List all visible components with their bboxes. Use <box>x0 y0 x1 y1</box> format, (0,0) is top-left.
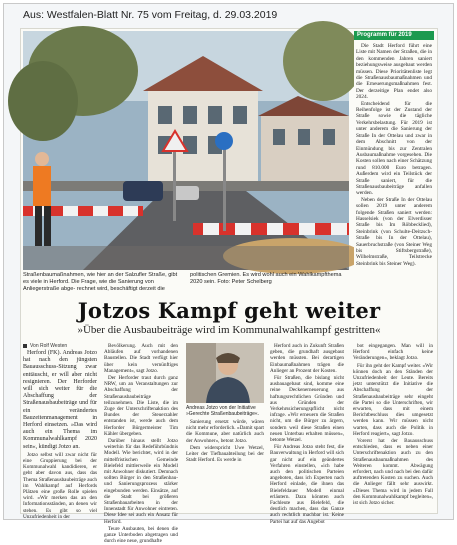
byline-square-icon <box>23 344 27 348</box>
street-construction-photo <box>23 31 349 270</box>
article-column-3 <box>186 343 264 503</box>
article-paragraph: Für Straßen, die bislang nicht ausbauagebaut sind, komme eine reine Deckenerneuerung aus haftungsrechtlichen Gründen und aus Gründen der Verkehrssicherungspflicht nicht infrage. »Wir erneuern die Straßen nicht, um die Bürger zu ärgern, sondern weil diese Straßen einen neuen Unterbau erhalten müssen«, betonte Wetzel. <box>270 375 344 444</box>
article-paragraph: Darüber hinaus stellt Jotzo weiterhin für das Redeführbündnis Modell. Wie berichtet, wird in der mittelfristischen Gemeinde Bielefeld mittlerweile ein Modell mit Anwohner diskutiert. Demnach sollten Bürger in den Straßenbau- und Sanierungsprozess stärker eingebunden werden. Einsätze, auf die Stadt bei größeren Straßenbauarbeiten in der Innenstadt für Anwohner eintreten. Diese Idee sei auch ein Ansatz für Herford. <box>104 438 178 525</box>
portrait-illustration <box>186 343 264 403</box>
article-paragraph: Herford auch in Zukunft Straßen geben, die grundhaft ausgebaut werden müssten. Bei derartigen Einbaumaßnahmen trägen die Anlieger an Prozent der Kosten. <box>270 343 344 374</box>
article-paragraph: Teure Ausbauten, bei denen die ganze Unterboden abgetragen und durch eine neue, grundhafte <box>104 525 178 545</box>
article-paragraph: Dem widerspricht Uwe Wetzel, Leiter der Tiefbauabteilung bei der Stadt Herford. Es werde in <box>186 444 264 464</box>
article-column-1 <box>23 350 97 520</box>
photo-caption <box>23 272 349 294</box>
headline: Jotzos Kampf geht weiter <box>77 298 381 323</box>
byline <box>23 343 67 349</box>
article-paragraph: Für ihn geht der Kampf weiter. »Wir können doch an den Ständen der Unzufriedenheit der Leute. Bereits jetzt unterstützt die Initiative die Abschaffung der Straßenausbaubeiträge sehr eingeht die Partei so die Unterschriften, wir erwarten, dass mit einem Berichtbeschluss dies umgesetzt werden kann. Wir müssen nicht warten, dass auch die Politik in Herford reagiert«, sagt Jotzo. <box>353 362 433 437</box>
sidebar-box <box>354 31 434 295</box>
article-paragraph: Der Herforder traut durch ganz NRW, um an Veranstaltungen zur Abschaffung der Straßenausbaubeiträge teilzunehmen. Die Liste, die im Zuge der Unterschriftenaktion des Bundes der Steuerzahler entstanden ist, werde auch dem Herforder Bürgermeister Tim Kähler übergeben. <box>104 375 178 437</box>
photo-caption-right: rechnet wird, beschäftigt derzeit die politischen Gremien. Es wird wohl auch ein Wahlkampfthema 2020 sein. Foto: Peter Schelberg <box>76 272 342 292</box>
sidebar-paragraph: Entscheidend für die Reihenfolge ist der Zustand der Straße sowie die tägliche Verkehrsbelastung. Für 2019 ist unter anderem die Sanierung der Straße In der Ottelau und zwar in dem Abschnitt von der Einmündung bis zur Zentralen Ausbaumaßnahme vorgesehen. Die Kosten sollen nach einer Schätzung rund 810.000 Euro betragen. Außerdem wird ein Teilstück der Straße saniert, für die Straßenausbaubeiträge anfallen werden. <box>356 100 432 197</box>
source-line: Aus: Westfalen-Blatt Nr. 75 vom Freitag, d. 29.03.2019 <box>23 9 278 21</box>
article-paragraph: Vorerst hat der Bauausschuss entschieden, dass es neben einer Unterschriftenaktion auch zu den Straßenausbaumaßnahmen des Weiteren kommt. Abwägung erfordert, nach und nach bei den dafür auftretenden Kosten zu suchen. Auch die Anlieger fällt sehr auswirkt. »Dieses Thema wird in jedem Fall den Kommunalwahlkampf begleiten«, ist sich Jotzo sicher. <box>353 438 433 507</box>
article-paragraph: Jotzo selbst will zwar nicht für eine Gruppierung bei der Kommunalwahl kandidieren, er geht aber davon aus, dass das Thema Straßenausbaubeiträge auch im Wahlkampf auf Herfords Plätzen eine große Rolle spielen wird. »Wir merken das an den Informationsständen, an denen wir stehen. Es gibt so viel Unzufriedenheit in der <box>23 451 97 520</box>
article-paragraph: Bevölkerung. Auch mit den Abläufen auf vorhandenen Baustellen. Die Stadt verfügt hier über kein vernünftiges Management«, sagt Jotzo. <box>104 343 178 374</box>
article-paragraph: Herford (FK). Andreas Jotzo hat nach den jüngsten Bauausschuss-Sitzung zwar enttäuscht, er will aber nicht resignieren. Der Herforder will sich weiter für die Abschaffung der Straßenausbaubeiträge und für ein verändertes Bauzeitenmanagement in Herford einsetzen. »Das wird auch ein Thema im Kommunalwahlkampf 2020 sein«, kündigt Jotzo an. <box>23 350 97 450</box>
portrait-photo <box>186 343 264 403</box>
photo-illustration <box>23 31 349 270</box>
sidebar-paragraph: Neben der Straße In der Ottelau sollen 2019 unter anderem folgende Straßen saniert werden: Hasselsiek (von der Elverdisser Straße bis Im Röbbecklied), Steinbrink (von Schulte-Deitzsch-Straße bis In der Ottelau), Sauerbruchstraße (von Steiner Weg bis Stiftsbergstraße), Wilhelmstraße, Teilstrecke Steinbrink bis Steiner Weg). <box>356 196 432 267</box>
byline-text: Von Rolf Westen <box>30 343 68 349</box>
article-column-4 <box>270 343 344 525</box>
photo-caption-left: Straßenbaumaßnahmen, wie hier an der Salzufler Straße, gibt es viele in Herford. Die Frage, wie die Sanierung von Anliegerstraße abge- <box>23 272 178 292</box>
article-paragraph: Sanierung ersetzt würde, wären nicht mehr erforderlich. »Damit spart die Kommune, aber natürlich auch der Anwohner«, betont Jotzo. <box>186 419 264 444</box>
sidebar-text <box>354 40 434 267</box>
article-paragraph: bot eingegangen. Man will in Herford einfach keine Veränderungen«, beklagt Jotzo. <box>353 343 433 362</box>
sidebar-paragraph: Die Stadt Herford führt eine Liste mit Namen der Straßen, die in den kommenden Jahren saniert beziehungsweise ausgebaut werden müssen. Diese Prioritätenliste legt die Straßenausbaumaßnahmen und die Erneuerungsmaßnahmen fest. Der derzeitige Plan endet also 2024. <box>356 43 432 101</box>
portrait-caption: Andreas Jotzo von der Initiative »Gerechte Straßenbaubeiträge«. <box>186 405 260 417</box>
article-paragraph: Für Andreas Jotzo steht fest, die Bauverwaltung in Herford will sich gar nicht auf ein geändertes Verfahren einstellen, »ich habe auch den politischen Parteien angeboten, dass ich Experten nach Herford einlade, die ihnen das Bielefeldauer Modell einmal erläutern. Dazu könnten auch Fachleute aus Bielefeld, die deutlich machen, dass das Ganze auch rechtlich machbar ist. Keine Partei hat auf das Angebot <box>270 444 344 525</box>
subheadline: »Über die Ausbaubeiträge wird im Kommunalwahlkampf gestritten« <box>77 324 381 336</box>
sidebar-header: Programm für 2019 <box>354 31 434 40</box>
article-column-2 <box>104 343 178 545</box>
article-column-5 <box>353 343 433 507</box>
